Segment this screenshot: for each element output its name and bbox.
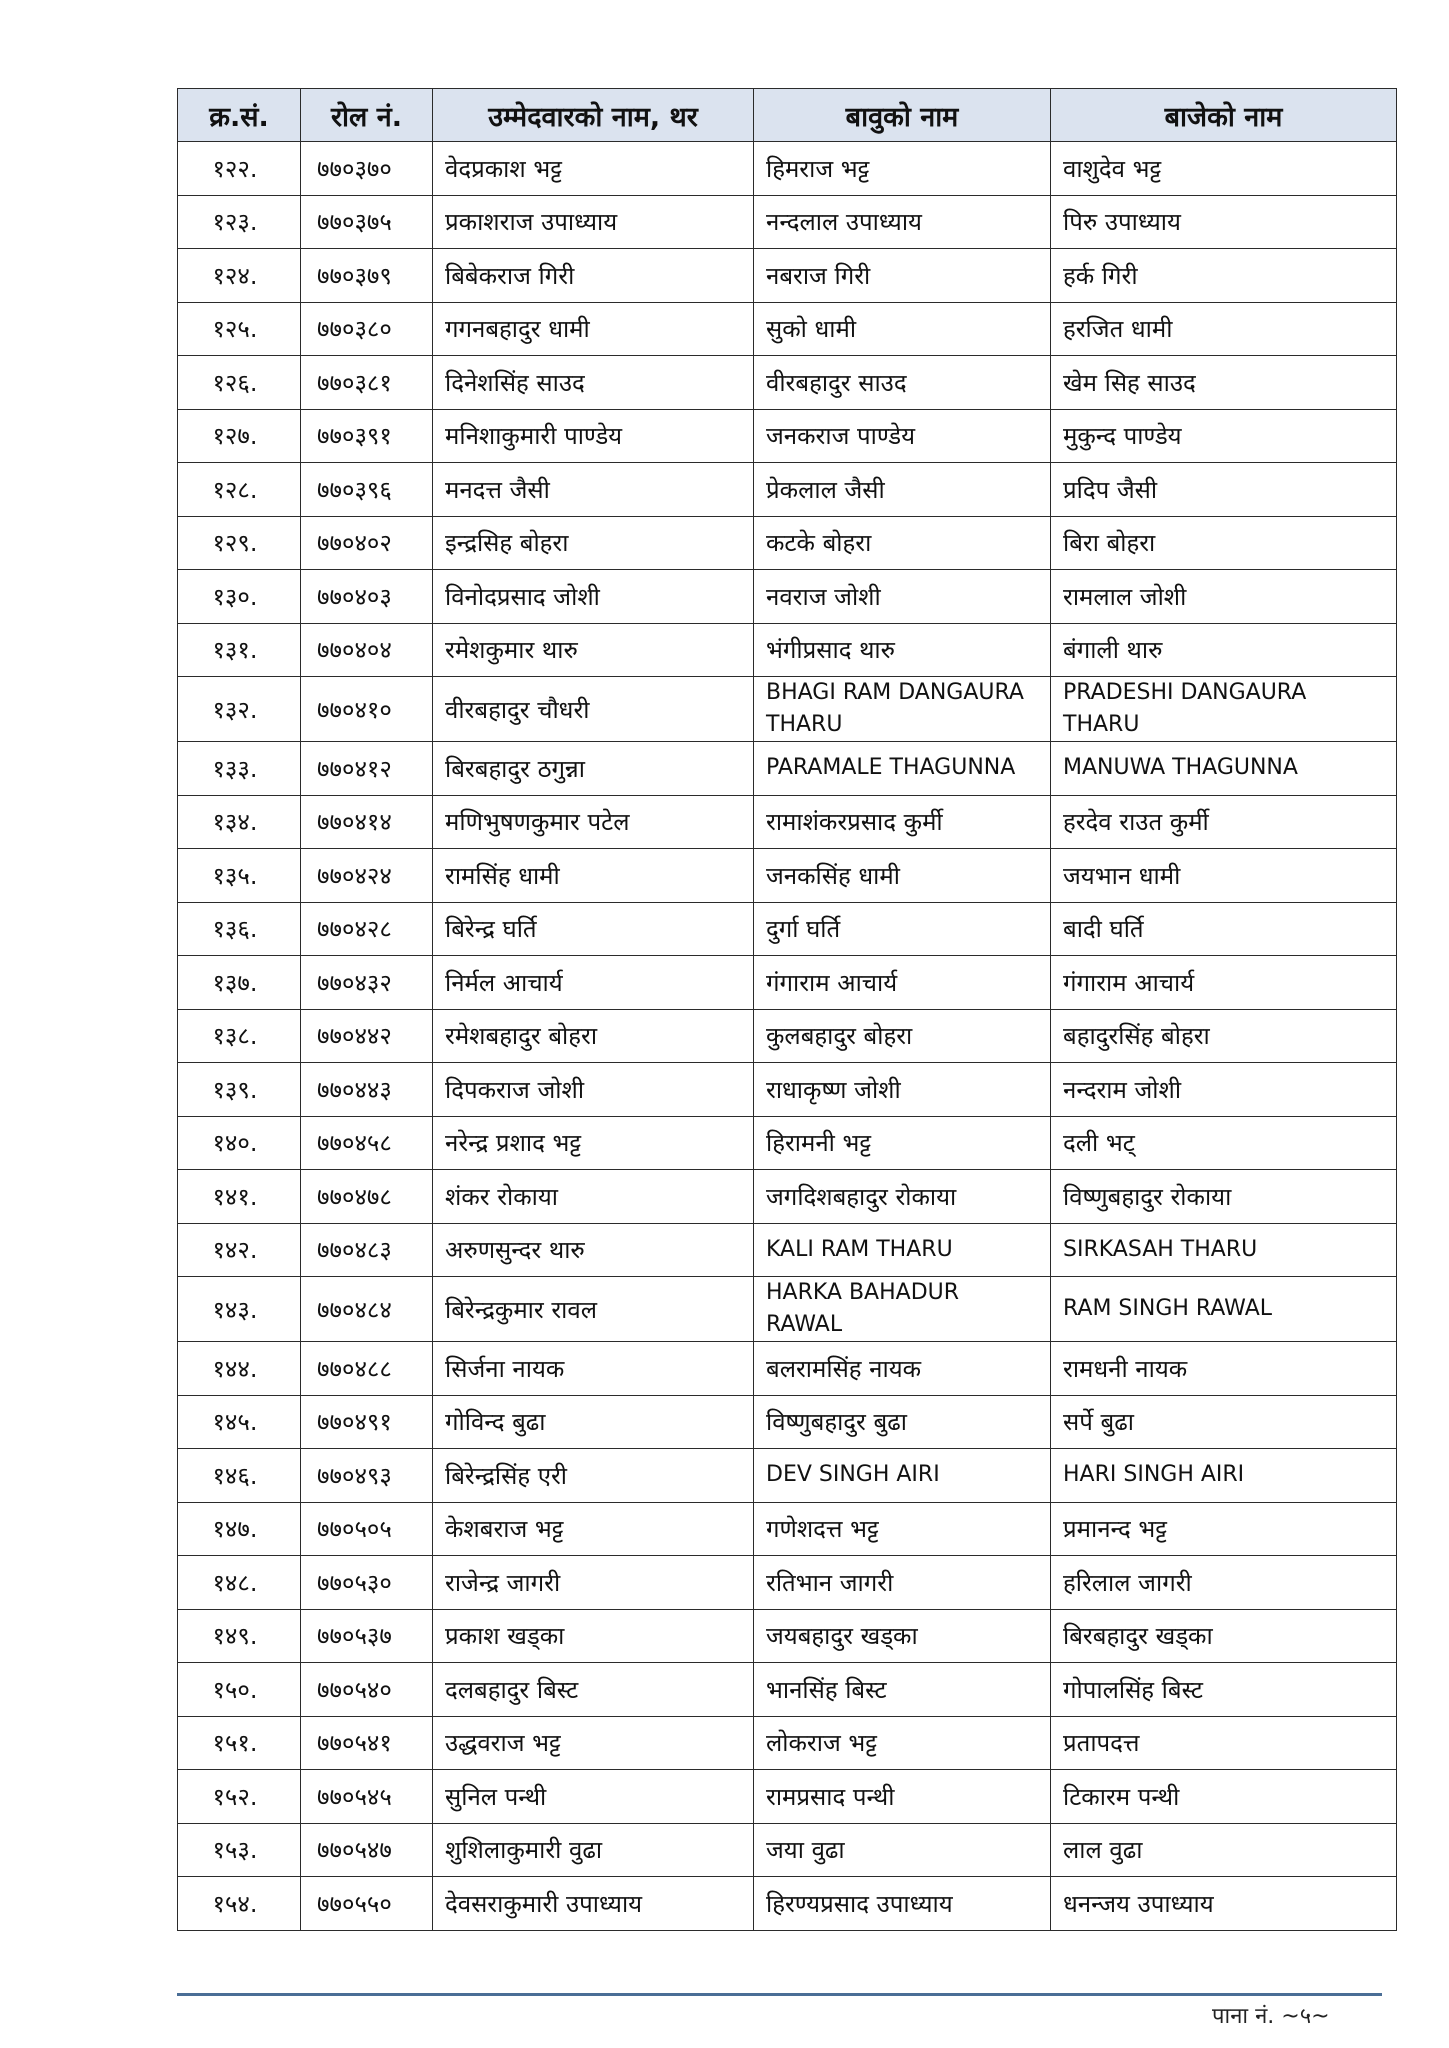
candidate-name-cell: बिरबहादुर ठगुन्ना: [433, 742, 754, 796]
table-row: [178, 249, 1397, 303]
grandfather-name-cell: प्रतापदत्त: [1051, 1716, 1397, 1770]
grandfather-name-cell: प्रमानन्द भट्ट: [1051, 1502, 1397, 1556]
serial-cell: १३७.: [178, 956, 301, 1010]
candidate-name-cell: विनोदप्रसाद जोशी: [433, 570, 754, 624]
candidate-name-cell: दिनेशसिंह साउद: [433, 356, 754, 410]
roll-cell: ७७०३८०: [301, 302, 433, 356]
candidate-name-cell: सिर्जना नायक: [433, 1342, 754, 1396]
serial-cell: १४७.: [178, 1502, 301, 1556]
father-name-cell: कटके बोहरा: [754, 516, 1051, 570]
father-name-cell: प्रेकलाल जैसी: [754, 463, 1051, 517]
serial-cell: १४०.: [178, 1116, 301, 1170]
roll-cell: ७७०४९१: [301, 1395, 433, 1449]
serial-cell: १२३.: [178, 195, 301, 249]
candidate-name-cell: राजेन्द्र जागरी: [433, 1556, 754, 1610]
father-name-cell: हिरण्यप्रसाद उपाध्याय: [754, 1877, 1051, 1931]
roll-cell: ७७०४२४: [301, 849, 433, 903]
grandfather-name-cell: जयभान धामी: [1051, 849, 1397, 903]
candidate-name-cell: वेदप्रकाश भट्ट: [433, 142, 754, 196]
father-name-cell: HARKA BAHADUR RAWAL: [754, 1277, 1051, 1342]
header-candidate: उम्मेदवारको नाम, थर: [433, 89, 754, 142]
candidate-name-cell: बिरेन्द्रसिंह एरी: [433, 1449, 754, 1503]
roll-cell: ७७०३७९: [301, 249, 433, 303]
father-name-cell: DEV SINGH AIRI: [754, 1449, 1051, 1503]
table-row: [178, 1449, 1397, 1503]
candidate-name-cell: उद्धवराज भट्ट: [433, 1716, 754, 1770]
table-row: [178, 1116, 1397, 1170]
grandfather-name-cell: गंगाराम आचार्य: [1051, 956, 1397, 1010]
header-grandfather: बाजेको नाम: [1051, 89, 1397, 142]
grandfather-name-cell: मुकुन्द पाण्डेय: [1051, 409, 1397, 463]
serial-cell: १५१.: [178, 1716, 301, 1770]
table-row: [178, 1277, 1397, 1342]
candidate-name-cell: शुशिलाकुमारी वुढा: [433, 1823, 754, 1877]
table-row: [178, 1609, 1397, 1663]
serial-cell: १२५.: [178, 302, 301, 356]
roll-cell: ७७०४२८: [301, 902, 433, 956]
candidate-name-cell: अरुणसुन्दर थारु: [433, 1223, 754, 1277]
header-row: [178, 89, 1397, 142]
table-row: [178, 1009, 1397, 1063]
roll-cell: ७७०४८४: [301, 1277, 433, 1342]
table-row: [178, 956, 1397, 1010]
table-row: [178, 1663, 1397, 1717]
father-name-cell: सुको धामी: [754, 302, 1051, 356]
serial-cell: १२७.: [178, 409, 301, 463]
roll-cell: ७७०४०३: [301, 570, 433, 624]
roll-cell: ७७०५४७: [301, 1823, 433, 1877]
roll-cell: ७७०५३७: [301, 1609, 433, 1663]
serial-cell: १४८.: [178, 1556, 301, 1610]
table-row: [178, 1223, 1397, 1277]
serial-cell: १५४.: [178, 1877, 301, 1931]
father-name-cell: PARAMALE THAGUNNA: [754, 742, 1051, 796]
serial-cell: १३१.: [178, 623, 301, 677]
father-name-cell: रामाशंकरप्रसाद कुर्मी: [754, 795, 1051, 849]
grandfather-name-cell: गोपालसिंह बिस्ट: [1051, 1663, 1397, 1717]
grandfather-name-cell: विष्णुबहादुर रोकाया: [1051, 1170, 1397, 1224]
father-name-cell: जनकसिंह धामी: [754, 849, 1051, 903]
table-row: [178, 570, 1397, 624]
page-number: पाना नं. ~५~: [1212, 2004, 1330, 2029]
grandfather-name-cell: बादी घर्ति: [1051, 902, 1397, 956]
roll-cell: ७७०३७५: [301, 195, 433, 249]
candidate-name-cell: सुनिल पन्थी: [433, 1770, 754, 1824]
table-row: [178, 1823, 1397, 1877]
candidate-name-cell: बिरेन्द्र घर्ति: [433, 902, 754, 956]
father-name-cell: गंगाराम आचार्य: [754, 956, 1051, 1010]
candidate-name-cell: प्रकाशराज उपाध्याय: [433, 195, 754, 249]
candidate-name-cell: बिरेन्द्रकुमार रावल: [433, 1277, 754, 1342]
table-row: [178, 356, 1397, 410]
father-name-cell: कुलबहादुर बोहरा: [754, 1009, 1051, 1063]
grandfather-name-cell: धनन्जय उपाध्याय: [1051, 1877, 1397, 1931]
roll-cell: ७७०४१२: [301, 742, 433, 796]
roll-cell: ७७०४४३: [301, 1063, 433, 1117]
roll-cell: ७७०४८३: [301, 1223, 433, 1277]
serial-cell: १४४.: [178, 1342, 301, 1396]
table-row: [178, 142, 1397, 196]
father-name-cell: दुर्गा घर्ति: [754, 902, 1051, 956]
roll-cell: ७७०४४२: [301, 1009, 433, 1063]
candidate-name-cell: मणिभुषणकुमार पटेल: [433, 795, 754, 849]
table-row: [178, 1877, 1397, 1931]
candidate-name-cell: देवसराकुमारी उपाध्याय: [433, 1877, 754, 1931]
roll-cell: ७७०३८१: [301, 356, 433, 410]
grandfather-name-cell: लाल वुढा: [1051, 1823, 1397, 1877]
serial-cell: १३३.: [178, 742, 301, 796]
grandfather-name-cell: बहादुरसिंह बोहरा: [1051, 1009, 1397, 1063]
candidate-name-cell: नरेन्द्र प्रशाद भट्ट: [433, 1116, 754, 1170]
roll-cell: ७७०४५८: [301, 1116, 433, 1170]
roll-cell: ७७०४३२: [301, 956, 433, 1010]
serial-cell: १३८.: [178, 1009, 301, 1063]
serial-cell: १५३.: [178, 1823, 301, 1877]
roll-cell: ७७०५४५: [301, 1770, 433, 1824]
table-row: [178, 1556, 1397, 1610]
table-row: [178, 623, 1397, 677]
father-name-cell: बलरामसिंह नायक: [754, 1342, 1051, 1396]
serial-cell: १४९.: [178, 1609, 301, 1663]
father-name-cell: नवराज जोशी: [754, 570, 1051, 624]
serial-cell: १३२.: [178, 677, 301, 742]
father-name-cell: जयबहादुर खड्का: [754, 1609, 1051, 1663]
father-name-cell: KALI RAM THARU: [754, 1223, 1051, 1277]
table-row: [178, 1395, 1397, 1449]
roll-cell: ७७०४७८: [301, 1170, 433, 1224]
father-name-cell: BHAGI RAM DANGAURA THARU: [754, 677, 1051, 742]
grandfather-name-cell: हरिलाल जागरी: [1051, 1556, 1397, 1610]
serial-cell: १४५.: [178, 1395, 301, 1449]
table-row: [178, 849, 1397, 903]
candidate-name-cell: दलबहादुर बिस्ट: [433, 1663, 754, 1717]
table-row: [178, 795, 1397, 849]
roll-cell: ७७०४९३: [301, 1449, 433, 1503]
table-row: [178, 1716, 1397, 1770]
table-row: [178, 1502, 1397, 1556]
candidate-name-cell: रामसिंह धामी: [433, 849, 754, 903]
grandfather-name-cell: PRADESHI DANGAURA THARU: [1051, 677, 1397, 742]
serial-cell: १२६.: [178, 356, 301, 410]
father-name-cell: रामप्रसाद पन्थी: [754, 1770, 1051, 1824]
father-name-cell: राधाकृष्ण जोशी: [754, 1063, 1051, 1117]
roll-cell: ७७०५३०: [301, 1556, 433, 1610]
serial-cell: १२२.: [178, 142, 301, 196]
father-name-cell: रतिभान जागरी: [754, 1556, 1051, 1610]
grandfather-name-cell: रामधनी नायक: [1051, 1342, 1397, 1396]
table-row: [178, 1063, 1397, 1117]
candidate-name-cell: रमेशकुमार थारु: [433, 623, 754, 677]
candidate-name-cell: बिबेकराज गिरी: [433, 249, 754, 303]
grandfather-name-cell: रामलाल जोशी: [1051, 570, 1397, 624]
roll-cell: ७७०४८८: [301, 1342, 433, 1396]
grandfather-name-cell: सर्पे बुढा: [1051, 1395, 1397, 1449]
serial-cell: १३०.: [178, 570, 301, 624]
grandfather-name-cell: वाशुदेव भट्ट: [1051, 142, 1397, 196]
roll-cell: ७७०४१४: [301, 795, 433, 849]
serial-cell: १४६.: [178, 1449, 301, 1503]
table-row: [178, 463, 1397, 517]
father-name-cell: वीरबहादुर साउद: [754, 356, 1051, 410]
roll-cell: ७७०४०४: [301, 623, 433, 677]
serial-cell: १५२.: [178, 1770, 301, 1824]
candidate-name-cell: गगनबहादुर धामी: [433, 302, 754, 356]
father-name-cell: जया वुढा: [754, 1823, 1051, 1877]
grandfather-name-cell: MANUWA THAGUNNA: [1051, 742, 1397, 796]
candidate-name-cell: केशबराज भट्ट: [433, 1502, 754, 1556]
father-name-cell: गणेशदत्त भट्ट: [754, 1502, 1051, 1556]
roll-cell: ७७०३९६: [301, 463, 433, 517]
grandfather-name-cell: पिरु उपाध्याय: [1051, 195, 1397, 249]
father-name-cell: हिरामनी भट्ट: [754, 1116, 1051, 1170]
serial-cell: १४२.: [178, 1223, 301, 1277]
roll-cell: ७७०३९१: [301, 409, 433, 463]
table-row: [178, 516, 1397, 570]
roll-cell: ७७०४०२: [301, 516, 433, 570]
grandfather-name-cell: SIRKASAH THARU: [1051, 1223, 1397, 1277]
father-name-cell: भानसिंह बिस्ट: [754, 1663, 1051, 1717]
candidate-name-cell: रमेशबहादुर बोहरा: [433, 1009, 754, 1063]
father-name-cell: लोकराज भट्ट: [754, 1716, 1051, 1770]
serial-cell: १२९.: [178, 516, 301, 570]
candidate-name-cell: वीरबहादुर चौधरी: [433, 677, 754, 742]
grandfather-name-cell: बिरबहादुर खड्का: [1051, 1609, 1397, 1663]
roll-cell: ७७०५५०: [301, 1877, 433, 1931]
roll-cell: ७७०५४१: [301, 1716, 433, 1770]
serial-cell: १२८.: [178, 463, 301, 517]
grandfather-name-cell: हरदेव राउत कुर्मी: [1051, 795, 1397, 849]
candidate-name-cell: प्रकाश खड्का: [433, 1609, 754, 1663]
grandfather-name-cell: RAM SINGH RAWAL: [1051, 1277, 1397, 1342]
grandfather-name-cell: बिरा बोहरा: [1051, 516, 1397, 570]
footer-divider: [177, 1993, 1382, 1996]
serial-cell: १३५.: [178, 849, 301, 903]
table-row: [178, 1170, 1397, 1224]
roll-cell: ७७०४१०: [301, 677, 433, 742]
candidate-name-cell: दिपकराज जोशी: [433, 1063, 754, 1117]
candidate-name-cell: इन्द्रसिह बोहरा: [433, 516, 754, 570]
grandfather-name-cell: हर्क गिरी: [1051, 249, 1397, 303]
grandfather-name-cell: नन्दराम जोशी: [1051, 1063, 1397, 1117]
serial-cell: १५०.: [178, 1663, 301, 1717]
header-father: बावुको नाम: [754, 89, 1051, 142]
roll-cell: ७७०५४०: [301, 1663, 433, 1717]
serial-cell: १२४.: [178, 249, 301, 303]
serial-cell: १३६.: [178, 902, 301, 956]
serial-cell: १४१.: [178, 1170, 301, 1224]
candidate-table: [177, 88, 1397, 1931]
grandfather-name-cell: बंगाली थारु: [1051, 623, 1397, 677]
table-body: [178, 142, 1397, 1931]
candidate-name-cell: मनदत्त जैसी: [433, 463, 754, 517]
father-name-cell: जगदिशबहादुर रोकाया: [754, 1170, 1051, 1224]
header-roll: रोल नं.: [301, 89, 433, 142]
serial-cell: १३९.: [178, 1063, 301, 1117]
candidate-name-cell: मनिशाकुमारी पाण्डेय: [433, 409, 754, 463]
father-name-cell: भंगीप्रसाद थारु: [754, 623, 1051, 677]
table-row: [178, 1342, 1397, 1396]
table-row: [178, 742, 1397, 796]
serial-cell: १३४.: [178, 795, 301, 849]
table-row: [178, 302, 1397, 356]
candidate-name-cell: शंकर रोकाया: [433, 1170, 754, 1224]
roll-cell: ७७०५०५: [301, 1502, 433, 1556]
table-row: [178, 677, 1397, 742]
father-name-cell: नबराज गिरी: [754, 249, 1051, 303]
grandfather-name-cell: दली भट्: [1051, 1116, 1397, 1170]
grandfather-name-cell: प्रदिप जैसी: [1051, 463, 1397, 517]
grandfather-name-cell: हरजित धामी: [1051, 302, 1397, 356]
serial-cell: १४३.: [178, 1277, 301, 1342]
father-name-cell: विष्णुबहादुर बुढा: [754, 1395, 1051, 1449]
roll-cell: ७७०३७०: [301, 142, 433, 196]
table-row: [178, 902, 1397, 956]
grandfather-name-cell: खेम सिह साउद: [1051, 356, 1397, 410]
candidate-name-cell: गोविन्द बुढा: [433, 1395, 754, 1449]
header-serial: क्र.सं.: [178, 89, 301, 142]
table-row: [178, 195, 1397, 249]
table-row: [178, 1770, 1397, 1824]
grandfather-name-cell: HARI SINGH AIRI: [1051, 1449, 1397, 1503]
grandfather-name-cell: टिकारम पन्थी: [1051, 1770, 1397, 1824]
father-name-cell: जनकराज पाण्डेय: [754, 409, 1051, 463]
father-name-cell: नन्दलाल उपाध्याय: [754, 195, 1051, 249]
father-name-cell: हिमराज भट्ट: [754, 142, 1051, 196]
candidate-name-cell: निर्मल आचार्य: [433, 956, 754, 1010]
table-row: [178, 409, 1397, 463]
